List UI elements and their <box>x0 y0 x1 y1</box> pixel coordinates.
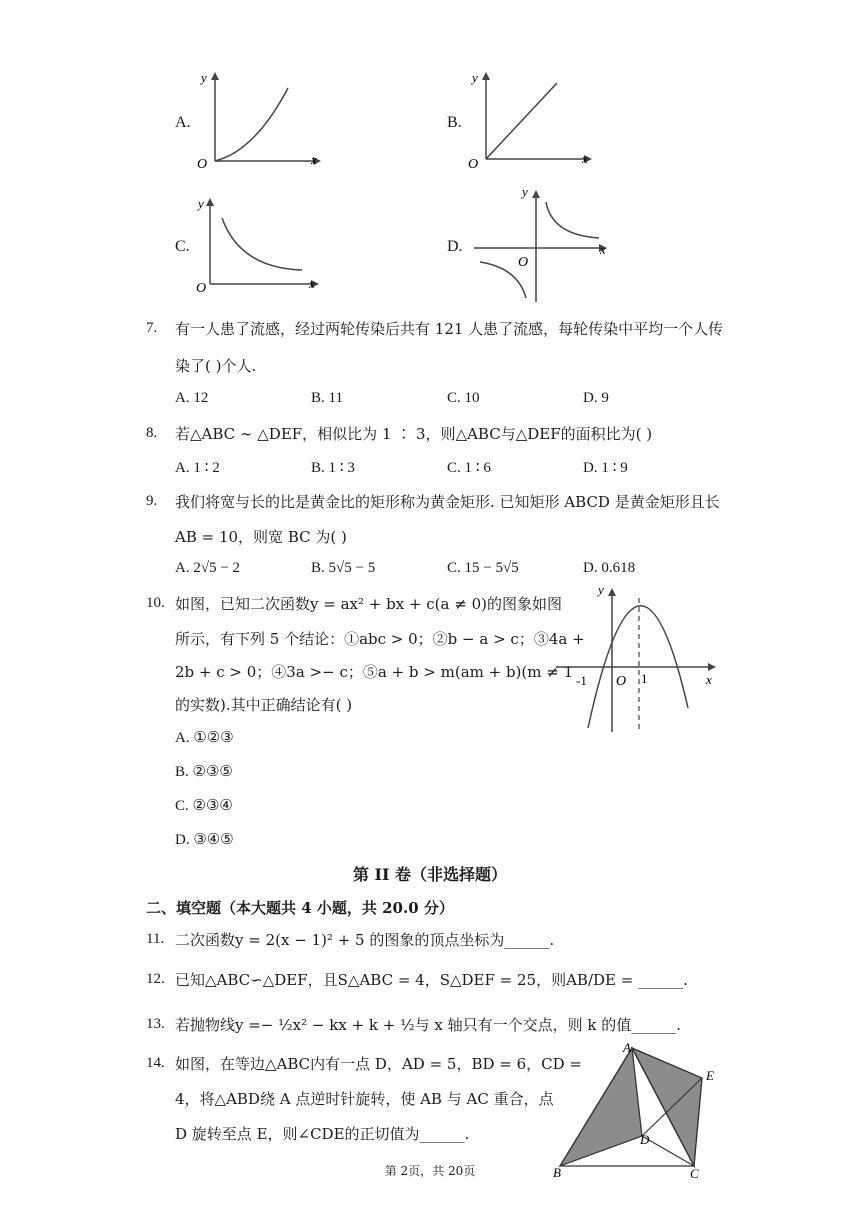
q14-triangle-figure <box>550 1040 730 1180</box>
graph-b <box>466 66 596 176</box>
point-d-label: D <box>640 1132 650 1147</box>
curve <box>215 88 288 161</box>
option-a-label: A. <box>175 114 191 131</box>
x-label: x <box>582 151 588 166</box>
origin-label: O <box>616 674 627 689</box>
q10-option-b: B. ②③⑤ <box>175 764 233 780</box>
y-label: y <box>522 184 528 199</box>
q9-option-c: C. 15 − 5√5 <box>447 560 519 576</box>
x-label: x <box>309 276 315 291</box>
x-label: x <box>706 672 712 687</box>
q7-option-d: D. 9 <box>583 390 609 406</box>
q7-line1: 有一人患了流感，经过两轮传染后共有 121 人患了流感，每轮传染中平均一个人传 <box>175 320 724 338</box>
tick-neg1: -1 <box>576 673 587 688</box>
origin-label: O <box>197 157 208 172</box>
graph-a <box>195 66 325 176</box>
q13-number: 13. <box>146 1016 165 1032</box>
q7-number: 7. <box>146 320 158 336</box>
q9-line2: AB = 10，则宽 BC 为( ) <box>175 528 347 546</box>
point-e-label: E <box>706 1068 714 1083</box>
q8-option-d: D. 1 ∶ 9 <box>583 460 628 476</box>
q10-number: 10. <box>146 595 165 611</box>
q14-line1: 如图，在等边△ABC内有一点 D，AD = 5，BD = 6，CD = <box>175 1055 582 1073</box>
curve <box>222 218 302 270</box>
q12-text: 已知△ABC∽△DEF，且S△ABC = 4，S△DEF = 25，则AB/DE = ______. <box>175 971 688 989</box>
q10-option-c: C. ②③④ <box>175 798 233 814</box>
x-label: x <box>600 242 606 257</box>
tick-1: 1 <box>641 671 648 686</box>
option-b-label: B. <box>447 114 462 131</box>
q7-option-a: A. 12 <box>175 390 209 406</box>
q9-option-a: A. 2√5 − 2 <box>175 560 241 576</box>
q14-number: 14. <box>146 1055 165 1071</box>
section-heading: 二、填空题（本大题共 4 小题，共 20.0 分） <box>146 899 454 917</box>
graph-c <box>195 190 325 300</box>
point-b-label: B <box>553 1165 561 1180</box>
x-label: x <box>311 152 317 167</box>
q12-number: 12. <box>146 971 165 987</box>
option-c-label: C. <box>175 238 190 255</box>
q11-number: 11. <box>146 931 165 947</box>
origin-label: O <box>196 281 207 296</box>
q10-option-a: A. ①②③ <box>175 730 234 746</box>
q10-line3: 2b + c > 0；④3a >− c；⑤a + b > m(am + b)(m ≠ 1 <box>175 663 574 681</box>
q7-line2: 染了( )个人. <box>175 357 257 375</box>
q10-line4: 的实数).其中正确结论有( ) <box>175 696 353 714</box>
origin-label: O <box>468 157 479 172</box>
q8-option-c: C. 1 ∶ 6 <box>447 460 491 476</box>
graph-d <box>466 182 616 304</box>
point-c-label: C <box>690 1166 699 1180</box>
q14-line2: 4，将△ABD绕 A 点逆时针旋转，使 AB 与 AC 重合，点 <box>175 1090 554 1108</box>
q7-option-c: C. 10 <box>447 390 480 406</box>
q10-parabola-graph <box>552 580 722 736</box>
option-d-label: D. <box>447 238 463 255</box>
origin-label: O <box>518 255 529 270</box>
page-footer: 第 2页，共 20页 <box>384 1164 476 1178</box>
y-label: y <box>472 70 478 85</box>
q7-option-b: B. 11 <box>311 390 343 406</box>
q8-option-b: B. 1 ∶ 3 <box>311 460 355 476</box>
line-graph <box>486 83 557 159</box>
y-label: y <box>598 582 604 597</box>
q10-line1: 如图，已知二次函数y = ax² + bx + c(a ≠ 0)的图象如图 <box>175 595 562 613</box>
q8-number: 8. <box>146 425 158 441</box>
q9-line1: 我们将宽与长的比是黄金比的矩形称为黄金矩形. 已知矩形 ABCD 是黄金矩形且长 <box>175 493 720 511</box>
q9-number: 9. <box>146 493 158 509</box>
curve-upper <box>546 202 599 238</box>
q9-option-d: D. 0.618 <box>583 560 636 576</box>
q13-text: 若抛物线y =− ½x² − kx + k + ½与 x 轴只有一个交点，则 k 的值______. <box>175 1016 682 1034</box>
y-label: y <box>198 196 204 211</box>
section-title: 第 II 卷（非选择题） <box>352 865 508 884</box>
q10-line2: 所示，有下列 5 个结论：①abc > 0；②b − a > c；③4a + <box>175 630 585 648</box>
point-a-label: A <box>623 1040 631 1055</box>
q14-line3: D 旋转至点 E，则∠CDE的正切值为______. <box>175 1125 470 1143</box>
q8-option-a: A. 1 ∶ 2 <box>175 460 220 476</box>
triangle-abd <box>560 1048 642 1166</box>
q11-text: 二次函数y = 2(x − 1)² + 5 的图象的顶点坐标为______. <box>175 931 555 949</box>
q10-option-d: D. ③④⑤ <box>175 832 234 848</box>
q8-line1: 若△ABC ∼ △DEF，相似比为 1 ∶ 3，则△ABC与△DEF的面积比为( ) <box>175 425 653 443</box>
q9-option-b: B. 5√5 − 5 <box>311 560 376 576</box>
y-label: y <box>201 70 207 85</box>
